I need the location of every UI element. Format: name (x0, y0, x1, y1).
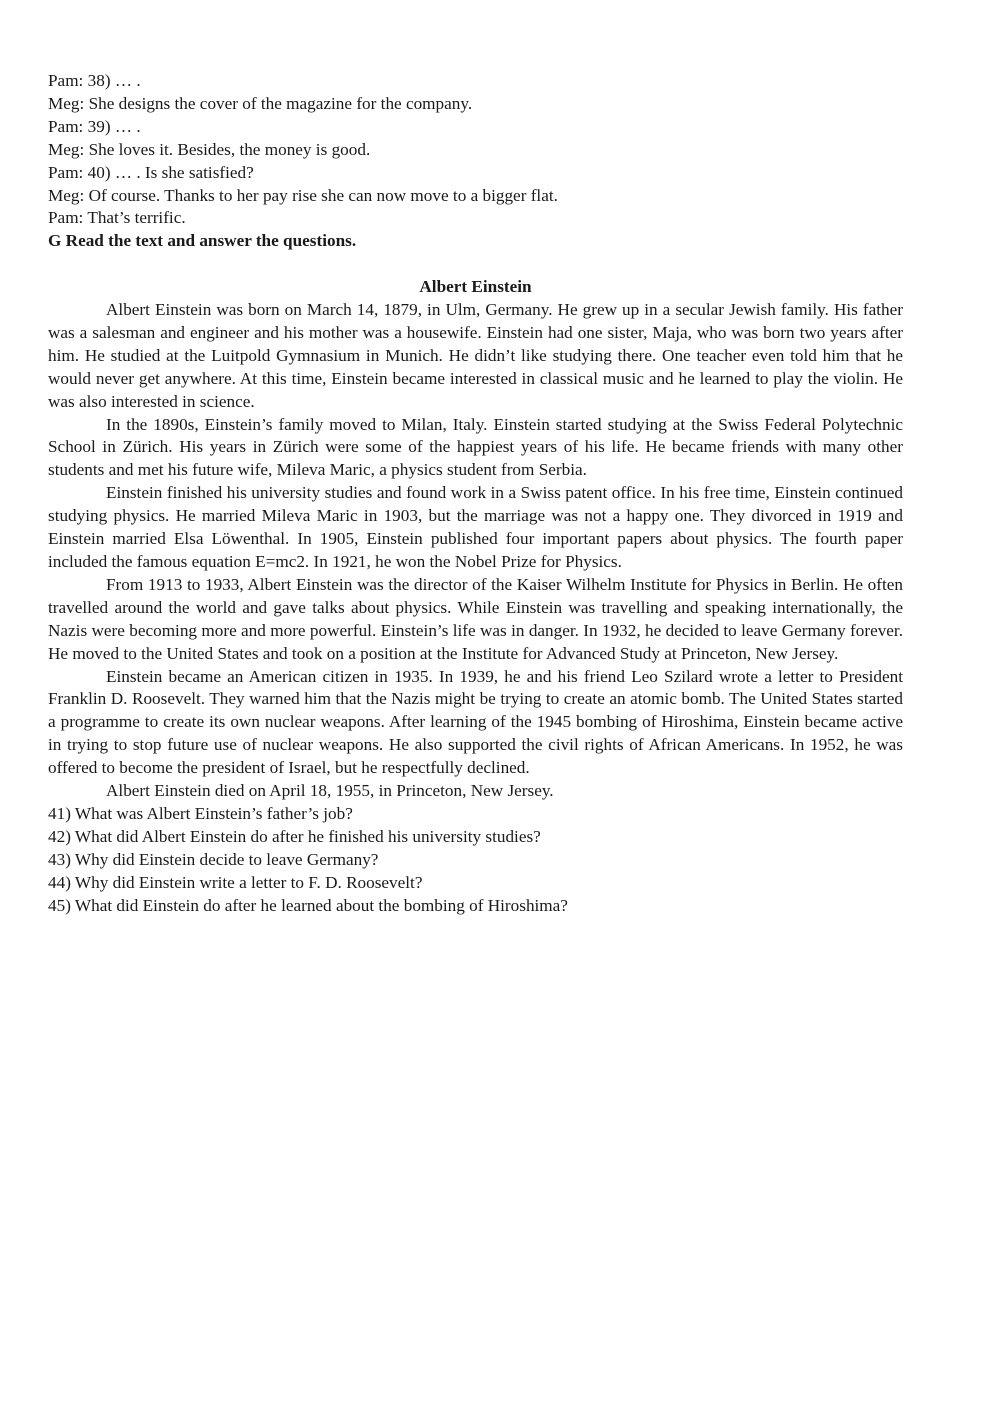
question-item: 41) What was Albert Einstein’s father’s job? (48, 803, 353, 823)
dialogue-line: Pam: 38) … . (48, 71, 141, 90)
dialogue-line: Pam: 39) … . (48, 116, 141, 136)
dialogue-line: Pam: 40) … . Is she satisfied? (48, 162, 254, 182)
question-item: 44) Why did Einstein write a letter to F. D. Roosevelt? (48, 872, 423, 892)
question-item: 43) Why did Einstein decide to leave Germany? (48, 849, 379, 869)
dialogue-line: Meg: She loves it. Besides, the money is good. (48, 139, 371, 159)
worksheet-page (48, 70, 903, 918)
article-paragraph: Albert Einstein died on April 18, 1955, in Princeton, New Jersey. (106, 781, 554, 801)
question-item: 45) What did Einstein do after he learned about the bombing of Hiroshima? (48, 895, 568, 915)
article-title: Albert Einstein (419, 277, 532, 297)
article-body (48, 299, 903, 803)
article-paragraph: Einstein became an American citizen in 1935. In 1939, he and his friend Leo Szilard wrote a letter to President Franklin D. Roosevelt. They warned him that the Nazis might be trying to create an atomic bomb. The United States started a programme to create its own nuclear weapons. After learning of the 1945 bombing of Hiroshima, Einstein became active in trying to stop future use of nuclear weapons. He also supported the civil rights of African Americans. In 1952, he was offered to become the president of Israel, but he respectfully declined. (48, 666, 903, 778)
article-paragraph: Albert Einstein was born on March 14, 1879, in Ulm, Germany. He grew up in a secular Jewish family. His father was a salesman and engineer and his mother was a housewife. Einstein had one sister, Maja, who was born two years after him. He studied at the Luitpold Gymnasium in Munich. He didn’t like studying there. One teacher even told him that he would never get anywhere. At this time, Einstein became interested in classical music and he learned to play the violin. He was also interested in science. (48, 300, 903, 411)
dialogue (48, 70, 903, 230)
article-paragraph: Einstein finished his university studies and found work in a Swiss patent office. In his free time, Einstein continued studying physics. He married Mileva Maric in 1903, but the marriage was not a happy one. They divorced in 1919 and Einstein married Elsa Löwenthal. In 1905, Einstein published four important papers about physics. The fourth paper included the famous equation E=mc2. In 1921, he won the Nobel Prize for Physics. (48, 483, 903, 572)
question-item: 42) What did Albert Einstein do after he finished his university studies? (48, 826, 541, 846)
article-paragraph: From 1913 to 1933, Albert Einstein was the director of the Kaiser Wilhelm Institute for Physics in Berlin. He often travelled around the world and gave talks about physics. While Einstein was travelling and speaking internationally, the Nazis were becoming more and more powerful. Einstein’s life was in danger. In 1932, he decided to leave Germany forever. He moved to the United States and took on a position at the Institute for Advanced Study at Princeton, New Jersey. (48, 574, 903, 663)
dialogue-line: Pam: That’s terrific. (48, 208, 186, 228)
article-paragraph: In the 1890s, Einstein’s family moved to Milan, Italy. Einstein started studying at the Swiss Federal Polytechnic School in Zürich. His years in Zürich were some of the happiest years of his life. He became friends with many other students and met his future wife, Mileva Maric, a physics student from Serbia. (48, 414, 903, 480)
task-heading: G Read the text and answer the questions. (48, 231, 357, 251)
question-list (48, 803, 903, 918)
dialogue-line: Meg: Of course. Thanks to her pay rise she can now move to a bigger flat. (48, 185, 558, 205)
dialogue-line: Meg: She designs the cover of the magazine for the company. (48, 93, 473, 113)
